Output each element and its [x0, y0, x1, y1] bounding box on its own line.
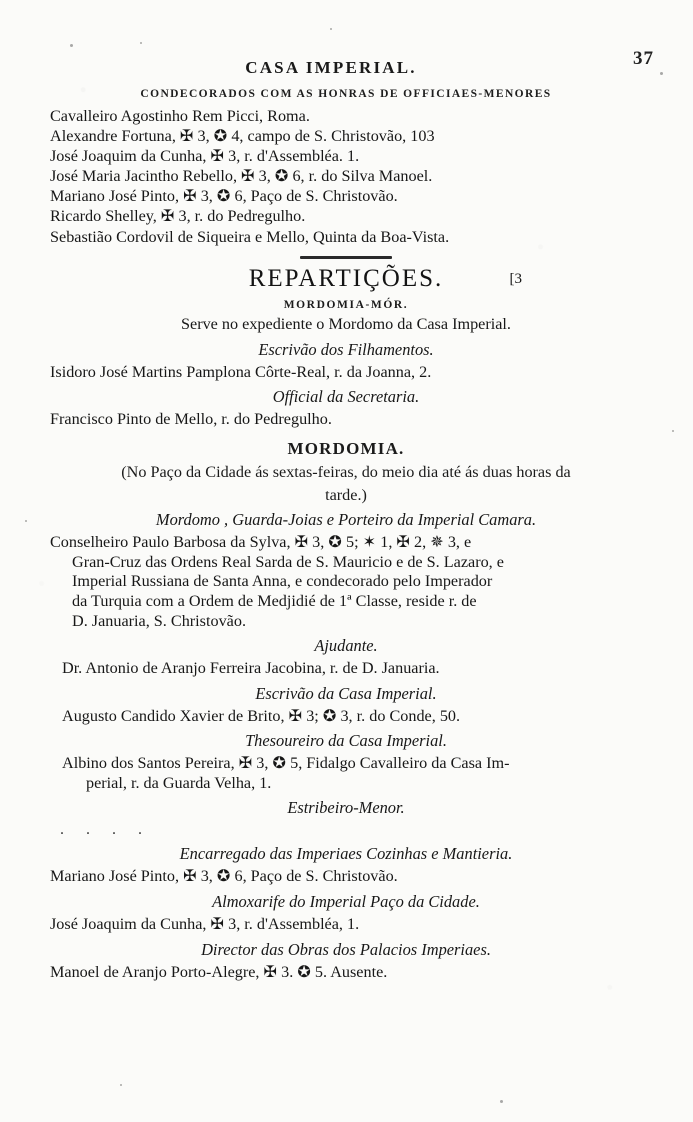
- almoxarife-entry: José Joaquim da Cunha, ✠ 3, r. d'Assembléa, 1.: [50, 915, 360, 934]
- signature-mark: [3: [509, 271, 522, 288]
- mordomo-entry: [50, 533, 642, 631]
- section-title-reparticoes: [50, 265, 642, 293]
- subsection-heading-almoxarife: Almoxarife do Imperial Paço da Cidade.: [212, 892, 480, 912]
- thesoureiro-entry-line-1: Albino dos Santos Pereira, ✠ 3, ✪ 5, Fidalgo Cavalleiro da Casa Im-: [62, 754, 510, 773]
- subsection-heading-official-secretaria: Official da Secretaria.: [272, 387, 420, 407]
- page-header: [50, 48, 654, 84]
- escrivao-casa-entry: Augusto Candido Xavier de Brito, ✠ 3; ✪ 3, r. do Conde, 50.: [62, 706, 461, 725]
- mordomo-entry-line-3: Imperial Russiana de Santa Anna, e condecorado pelo Imperador: [72, 572, 493, 591]
- mordomo-entry-line-2: Gran-Cruz das Ordens Real Sarda de S. Mauricio e de S. Lazaro, e: [72, 552, 504, 571]
- subsection-heading-estribeiro-menor: Estribeiro-Menor.: [287, 798, 405, 818]
- list-item: Sebastião Cordovil de Siqueira e Mello, Quinta da Boa-Vista.: [50, 227, 450, 246]
- mordomia-note-line-2: tarde.): [325, 485, 367, 504]
- mordomo-entry-line-1: Conselheiro Paulo Barbosa da Sylva, ✠ 3, ✪ 5; ✶ 1, ✠ 2, ✵ 3, e: [50, 533, 472, 552]
- subsection-heading-mordomo: Mordomo , Guarda-Joias e Porteiro da Imperial Camara.: [155, 510, 537, 530]
- officers-section-heading: CONDECORADOS COM AS HONRAS DE OFFICIAES-MENORES: [140, 88, 552, 100]
- page-number: 37: [633, 48, 654, 69]
- mordomia-note-line-1: (No Paço da Cidade ás sextas-feiras, do meio dia até ás duas horas da: [121, 462, 571, 481]
- ajudante-entry: Dr. Antonio de Aranjo Ferreira Jacobina, r. de D. Januaria.: [62, 659, 440, 678]
- subsection-heading-mordomia: MORDOMIA.: [287, 438, 405, 458]
- subsection-heading-ajudante: Ajudante.: [314, 636, 378, 656]
- list-item: José Maria Jacintho Rebello, ✠ 3, ✪ 6, r. do Silva Manoel.: [50, 167, 433, 186]
- mordomia-mor-text: Serve no expediente o Mordomo da Casa Imperial.: [181, 315, 511, 334]
- list-item: Mariano José Pinto, ✠ 3, ✪ 6, Paço de S. Christovão.: [50, 187, 398, 206]
- running-head: CASA IMPERIAL.: [245, 58, 417, 77]
- mordomo-entry-line-4: da Turquia com a Ordem de Medjidié de 1ª Classe, reside r. de: [72, 591, 477, 610]
- official-secretaria-entry: Francisco Pinto de Mello, r. do Pedregulho.: [50, 410, 332, 429]
- blank-entry-dots: . . . .: [60, 821, 151, 839]
- list-item: Alexandre Fortuna, ✠ 3, ✪ 4, campo de S. Christovão, 103: [50, 127, 435, 146]
- officers-entry-list: [50, 107, 642, 247]
- mordomo-entry-line-5: D. Januaria, S. Christovão.: [72, 611, 246, 630]
- subsection-heading-thesoureiro: Thesoureiro da Casa Imperial.: [245, 731, 447, 751]
- director-obras-entry: Manoel de Aranjo Porto-Alegre, ✠ 3. ✪ 5. Ausente.: [50, 962, 388, 981]
- list-item: Ricardo Shelley, ✠ 3, r. do Pedregulho.: [50, 207, 306, 226]
- thesoureiro-entry-line-2: perial, r. da Guarda Velha, 1.: [86, 773, 272, 792]
- cozinhas-entry: Mariano José Pinto, ✠ 3, ✪ 6, Paço de S. Christovão.: [50, 867, 398, 886]
- subsection-heading-cozinhas: Encarregado das Imperiaes Cozinhas e Mantieria.: [179, 844, 513, 864]
- page-content: [50, 48, 654, 982]
- list-item: José Joaquim da Cunha, ✠ 3, r. d'Assembléa. 1.: [50, 147, 360, 166]
- escrivao-filhamentos-entry: Isidoro José Martins Pamplona Côrte-Real, r. da Joanna, 2.: [50, 362, 432, 381]
- subsection-heading-escrivao-filhamentos: Escrivão dos Filhamentos.: [258, 339, 434, 359]
- subsection-heading-director-obras: Director das Obras dos Palacios Imperiaes.: [201, 939, 491, 959]
- section-title-text: REPARTIÇÕES.: [248, 265, 444, 293]
- subsection-heading-escrivao-casa: Escrivão da Casa Imperial.: [255, 683, 437, 703]
- list-item: Cavalleiro Agostinho Rem Picci, Roma.: [50, 107, 310, 125]
- subsection-heading-mordomia-mor: MORDOMIA-MÓR.: [283, 299, 409, 312]
- section-divider-rule: [300, 256, 392, 259]
